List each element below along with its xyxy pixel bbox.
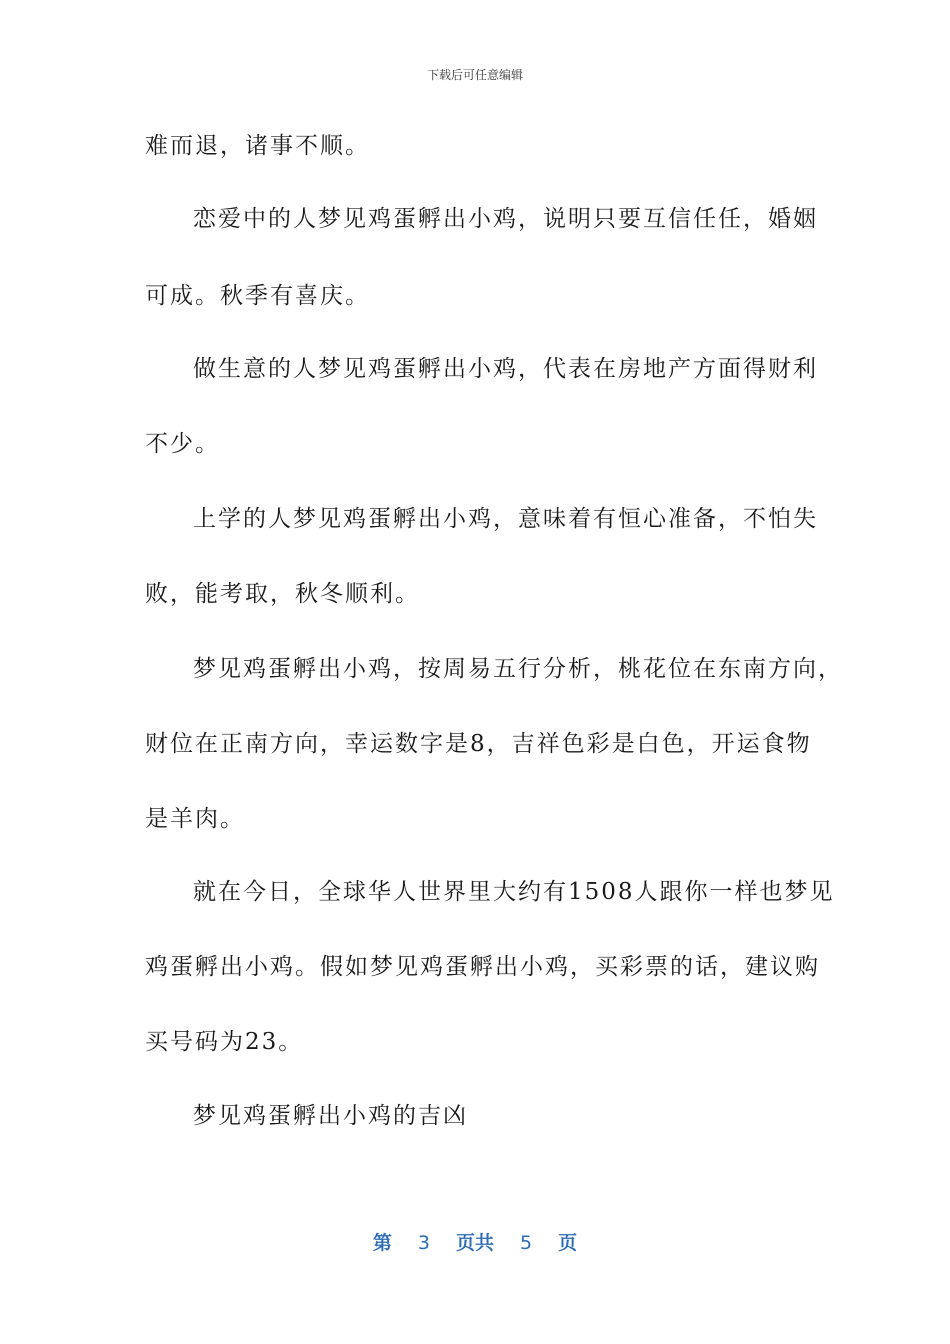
paragraph-line: 难而退，诸事不顺。 [145,133,370,159]
paragraph-line: 做生意的人梦见鸡蛋孵出小鸡，代表在房地产方面得财利 [193,356,818,382]
paragraph-line: 买号码为23。 [145,1029,304,1055]
paragraph-line: 财位在正南方向，幸运数字是8，吉祥色彩是白色，开运食物 [145,731,812,757]
paragraph-line: 鸡蛋孵出小鸡。假如梦见鸡蛋孵出小鸡，买彩票的话，建议购 [145,954,820,980]
paragraph-line: 是羊肉。 [145,806,245,832]
paragraph-line: 不少。 [145,431,220,457]
paragraph-line: 败，能考取，秋冬顺利。 [145,581,420,607]
footer-total-pages: 5 [520,1232,533,1254]
paragraph-line: 可成。秋季有喜庆。 [145,283,370,309]
page-number-footer [0,1228,950,1255]
paragraph-line: 上学的人梦见鸡蛋孵出小鸡，意味着有恒心准备，不怕失 [193,506,818,532]
paragraph-line: 恋爱中的人梦见鸡蛋孵出小鸡，说明只要互信任任，婚姻 [193,206,818,232]
footer-suffix: 页 [558,1232,578,1254]
footer-middle: 页共 [455,1232,494,1254]
footer-prefix: 第 [372,1232,392,1254]
paragraph-line: 梦见鸡蛋孵出小鸡，按周易五行分析，桃花位在东南方向， [193,656,843,682]
paragraph-line: 就在今日，全球华人世界里大约有1508人跟你一样也梦见 [193,879,835,905]
header-note: 下载后可任意编辑 [426,68,523,82]
paragraph-line: 梦见鸡蛋孵出小鸡的吉凶 [193,1103,468,1129]
footer-current-page: 3 [417,1232,430,1254]
